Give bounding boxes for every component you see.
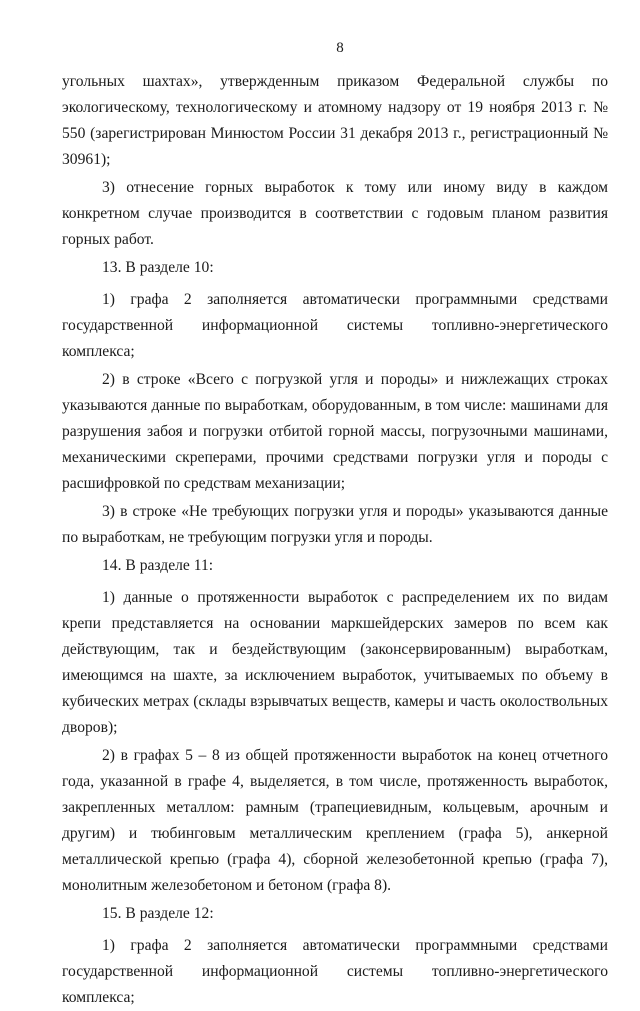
paragraph-item-2: 2) в графах 5 – 8 из общей протяженности выработок на конец отчетного года, указанной в графе 4, выделяется, в том числе, протяженность выработок, закрепленных металлом: рамным (трапециевидным, кольцевым, арочным и другим) и тюбинговым металлическим креплением (графа 5), анкерной металлической крепью (графа 4), сборной железобетонной крепью (графа 7), монолитным железобетоном и бетоном (графа 8).: [62, 747, 608, 894]
paragraph-item-3: 3) в строке «Не требующих погрузки угля и породы» указываются данные по выработкам, не требующим погрузки угля и породы.: [62, 503, 608, 546]
paragraph-continuation: угольных шахтах», утвержденным приказом Федеральной службы по экологическому, технологическому и атомному надзору от 19 ноября 2013 г. № 550 (зарегистрирован Минюстом России 31 декабря 2013 г., регистрационный № 30961);: [62, 73, 608, 168]
section-heading-14: 14. В разделе 11:: [102, 557, 214, 574]
section-heading-15: 15. В разделе 12:: [102, 905, 214, 922]
paragraph-item-1: 1) данные о протяженности выработок с распределением их по видам крепи представляется на основании маркшейдерских замеров по всем как действующим, так и бездействующим (законсервированным) выработкам, имеющимся на шахте, за исключением выработок, учитываемых по объему в кубических метрах (склады взрывчатых веществ, камеры и часть околоствольных дворов);: [62, 589, 608, 736]
paragraph-item-2: 2) в строке «Всего с погрузкой угля и породы» и нижлежащих строках указываются данные по выработкам, оборудованным, в том числе: машинами для разрушения забоя и погрузки отбитой горной массы, погрузочными машинами, механическими скреперами, прочими средствами погрузки угля и породы с расшифровкой по средствам механизации;: [62, 371, 608, 492]
page-number: 8: [336, 40, 344, 56]
paragraph-item-1: 1) графа 2 заполняется автоматически программными средствами государственной информационной системы топливно-энергетического комплекса;: [62, 291, 608, 360]
paragraph-item-1: 1) графа 2 заполняется автоматически программными средствами государственной информационной системы топливно-энергетического комплекса;: [62, 937, 608, 1006]
paragraph-item-3: 3) отнесение горных выработок к тому или иному виду в каждом конкретном случае производится в соответствии с годовым планом развития горных работ.: [62, 179, 608, 248]
section-heading-13: 13. В разделе 10:: [102, 259, 214, 276]
